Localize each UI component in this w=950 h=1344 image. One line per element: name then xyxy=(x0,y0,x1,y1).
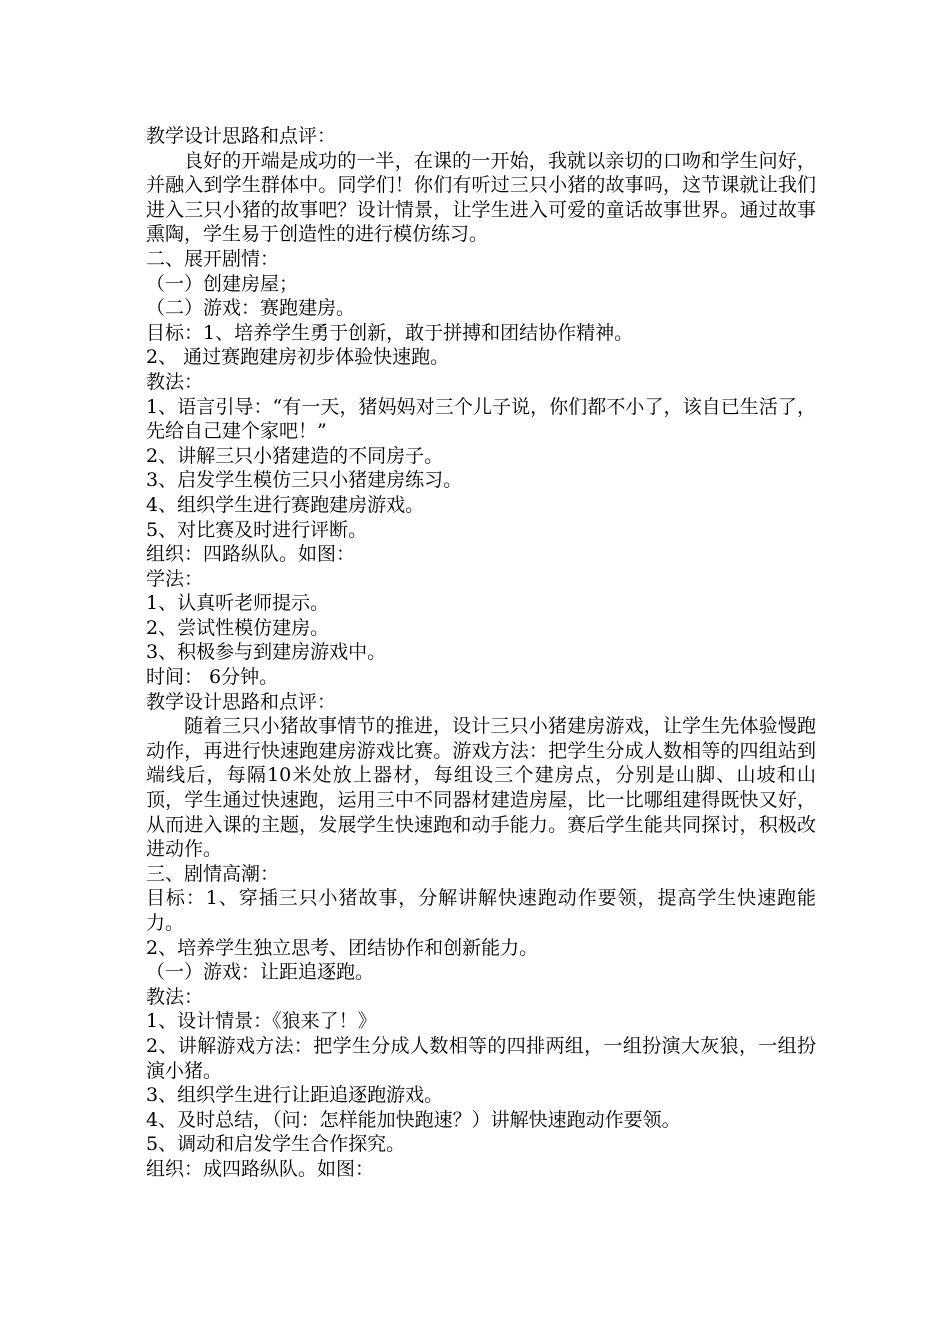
text-line: 5、对比赛及时进行评断。 xyxy=(146,518,368,541)
text-line: 组织：成四路纵队。如图： xyxy=(146,1157,375,1180)
text-line: 二、展开剧情： xyxy=(146,247,280,270)
text-line: 2、培养学生独立思考、团结协作和创新能力。 xyxy=(146,936,539,959)
text-line: 目标：1、培养学生勇于创新，敢于拼搏和团结协作精神。 xyxy=(146,321,634,344)
text-line: 三、剧情高潮： xyxy=(146,862,280,885)
text-line: 3、启发学生模仿三只小猪建房练习。 xyxy=(146,469,463,492)
text-line: 2、讲解游戏方法：把学生分成人数相等的四排两组，一组扮演大灰狼，一组扮演小猪。 xyxy=(146,1034,816,1082)
text-line: （二）游戏：赛跑建房。 xyxy=(146,297,356,320)
text-line: 2、讲解三只小猪建造的不同房子。 xyxy=(146,444,444,467)
text-line: 1、认真听老师提示。 xyxy=(146,592,330,615)
text-line: 教法： xyxy=(146,370,204,393)
text-line: 教法： xyxy=(146,985,204,1008)
text-line: 4、及时总结，（问：怎样能加快跑速？）讲解快速跑动作要领。 xyxy=(146,1108,681,1131)
text-line: （一）游戏：让距追逐跑。 xyxy=(146,961,375,984)
text-line: 2、 通过赛跑建房初步体验快速跑。 xyxy=(146,346,450,369)
text-line: 4、组织学生进行赛跑建房游戏。 xyxy=(146,493,425,516)
text-line: （一）创建房屋； xyxy=(146,272,299,295)
text-line: 3、积极参与到建房游戏中。 xyxy=(146,641,387,664)
text-line: 目标：1、穿插三只小猪故事，分解讲解快速跑动作要领，提高学生快速跑能力。 xyxy=(146,887,816,934)
text-line: 教学设计思路和点评： xyxy=(146,690,337,713)
text-line: 2、尝试性模仿建房。 xyxy=(146,616,330,639)
text-line: 教学设计思路和点评： xyxy=(146,125,337,147)
text-line: 5、调动和启发学生合作探究。 xyxy=(146,1133,406,1156)
text-line: 随着三只小猪故事情节的推进，设计三只小猪建房游戏，让学生先体验慢跑动作，再进行快速跑建房游戏比赛。游戏方法：把学生分成人数相等的四组站到端线后，每隔10米处放上器材，每组设三个建房点，分别是山脚、山坡和山顶，学生通过快速跑，运用三中不同器材建造房屋，比一比哪组建得既快又好，从而进入课的主题，发展学生快速跑和动手能力。赛后学生能共同探讨，积极改进动作。 xyxy=(146,715,816,861)
text-line: 1、语言引导：“有一天，猪妈妈对三个儿子说，你们都不小了，该自已生活了，先给自己建个家吧！” xyxy=(146,395,816,443)
text-line: 1、设计情景：《狼来了！》 xyxy=(146,1010,377,1033)
text-line: 组织：四路纵队。如图： xyxy=(146,543,356,566)
text-line: 时间： 6分钟。 xyxy=(146,666,279,689)
text-line: 3、组织学生进行让距追逐跑游戏。 xyxy=(146,1084,444,1107)
text-line: 良好的开端是成功的一半，在课的一开始，我就以亲切的口吻和学生问好，并融入到学生群体中。同学们！你们有听过三只小猪的故事吗，这节课就让我们进入三只小猪的故事吧？设计情景，让学生进入可爱的童话故事世界。通过故事熏陶，学生易于创造性的进行模仿练习。 xyxy=(146,149,816,246)
text-line: 学法： xyxy=(146,567,204,590)
document-body xyxy=(146,124,816,1182)
